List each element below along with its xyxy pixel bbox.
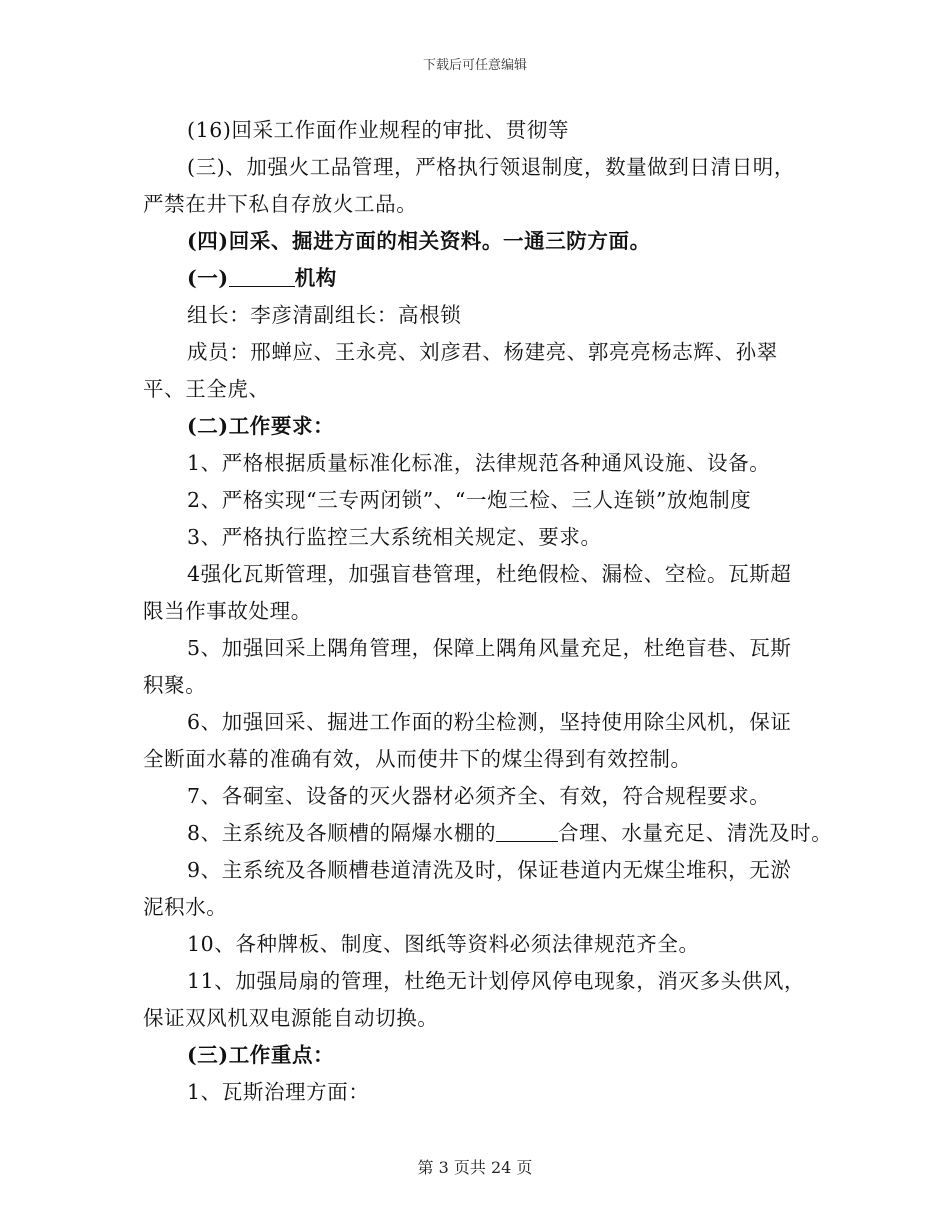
line-text: 5、加强回采上隅角管理，保障上隅角风量充足，杜绝盲巷、瓦斯 (187, 636, 792, 660)
paragraph-line (143, 852, 823, 889)
line-text: (二)工作要求： (187, 414, 335, 438)
line-text: 限当作事故处理。 (143, 599, 312, 623)
line-text: (一) (187, 266, 229, 290)
paragraph-line (143, 667, 823, 704)
paragraph-line (143, 297, 823, 334)
line-text: 1、严格根据质量标准化标准，法律规范各种通风设施、设备。 (187, 451, 771, 475)
line-text: 组长：李彦清副组长：高根锁 (187, 303, 462, 327)
page-footer: 第 3 页共 24 页 (417, 1158, 533, 1177)
document-body (143, 112, 833, 1111)
section-heading (143, 260, 823, 297)
line-text: 保证双风机双电源能自动切换。 (143, 1006, 439, 1030)
paragraph-line (143, 112, 823, 149)
line-text: 2、严格实现“三专两闭锁”、“一炮三检、三人连锁”放炮制度 (187, 488, 752, 512)
line-text: 8、主系统及各顺槽的隔爆水棚的 (187, 821, 497, 845)
paragraph-line (143, 889, 823, 926)
line-text: 机构 (294, 266, 337, 290)
line-text: 10、各种牌板、制度、图纸等资料必须法律规范齐全。 (187, 932, 700, 956)
paragraph-line (143, 445, 823, 482)
section-heading (143, 223, 823, 260)
line-text: (三)、加强火工品管理，严格执行领退制度，数量做到日清日明， (187, 155, 795, 179)
line-text: 成员：邢蝉应、王永亮、刘彦君、杨建亮、郭亮亮杨志辉、孙翠 (187, 340, 778, 364)
paragraph-line (143, 1000, 823, 1037)
section-heading (143, 1037, 823, 1074)
paragraph-line (143, 556, 823, 593)
line-text: (四)回采、掘进方面的相关资料。一通三防方面。 (187, 229, 651, 253)
paragraph-line (143, 593, 823, 630)
paragraph-line (143, 963, 823, 1000)
paragraph-line (143, 482, 823, 519)
paragraph-line (143, 741, 823, 778)
line-text: 平、王全虎、 (143, 377, 270, 401)
line-text: 积聚。 (143, 673, 207, 697)
paragraph-line (143, 926, 823, 963)
line-text: 3、严格执行监控三大系统相关规定、要求。 (187, 525, 602, 549)
line-text: 4强化瓦斯管理，加强盲巷管理，杜绝假检、漏检、空检。瓦斯超 (187, 562, 792, 586)
paragraph-line (143, 630, 823, 667)
line-text: 全断面水幕的准确有效，从而使井下的煤尘得到有效控制。 (143, 747, 692, 771)
paragraph-line (143, 778, 823, 815)
line-text: (三)工作重点： (187, 1043, 335, 1067)
fill-in-blank (496, 821, 558, 843)
line-text: 9、主系统及各顺槽巷道清洗及时，保证巷道内无煤尘堆积，无淤 (187, 858, 792, 882)
line-text: 1、瓦斯治理方面： (187, 1080, 370, 1104)
line-text: 合理、水量充足、清洗及时。 (558, 821, 833, 845)
line-text: (16)回采工作面作业规程的审批、贯彻等 (187, 118, 570, 142)
line-text: 泥积水。 (143, 895, 228, 919)
line-text: 严禁在井下私自存放火工品。 (143, 192, 418, 216)
paragraph-line (143, 186, 823, 223)
page-header: 下载后可任意编辑 (422, 58, 527, 73)
paragraph-line (143, 815, 833, 852)
section-heading (143, 408, 823, 445)
paragraph-line (143, 371, 823, 408)
line-text: 11、加强局扇的管理，杜绝无计划停风停电现象，消灭多头供风， (187, 969, 806, 993)
fill-in-blank (229, 266, 295, 288)
paragraph-line (143, 519, 823, 556)
paragraph-line (143, 149, 823, 186)
paragraph-line (143, 1074, 823, 1111)
paragraph-line (143, 334, 823, 371)
line-text: 7、各硐室、设备的灭火器材必须齐全、有效，符合规程要求。 (187, 784, 771, 808)
line-text: 6、加强回采、掘进工作面的粉尘检测，坚持使用除尘风机，保证 (187, 710, 792, 734)
paragraph-line (143, 704, 823, 741)
